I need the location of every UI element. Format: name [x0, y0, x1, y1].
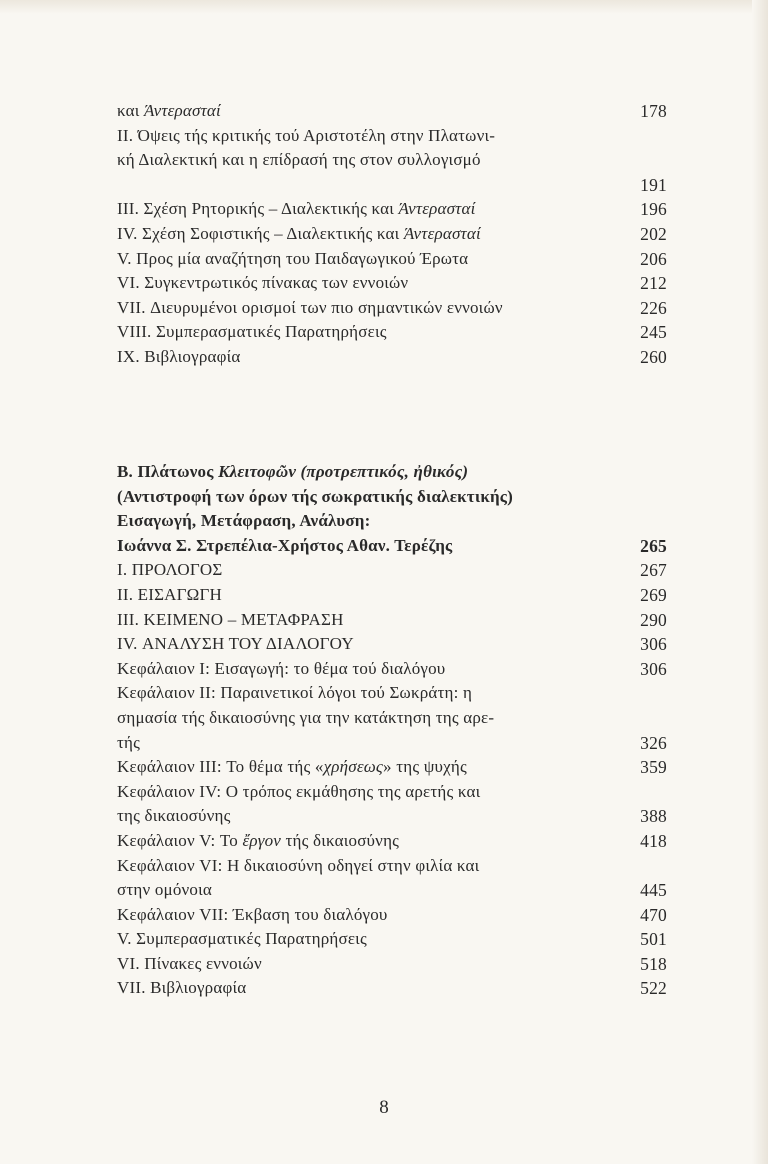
toc-entry	[117, 976, 667, 1001]
toc-entry-title	[117, 927, 367, 952]
toc-entry-title	[117, 99, 221, 124]
toc-entry-title	[117, 558, 222, 583]
toc-entry-title	[117, 222, 481, 247]
toc-entry-page: 196	[640, 199, 667, 220]
toc-entry	[117, 558, 667, 583]
page-shadow-top	[0, 0, 768, 14]
toc-entry-title-part: Ιωάννα Σ. Στρεπέλια-Χρήστος Αθαν. Τερέζης	[117, 535, 453, 555]
toc-entry-title	[117, 534, 452, 559]
toc-entry-page: 518	[640, 953, 667, 974]
toc-heading-line	[117, 534, 667, 559]
toc-entry-title-part: III. ΚΕΙΜΕΝΟ – ΜΕΤΑΦΡΑΣΗ	[117, 609, 344, 629]
toc-entry	[117, 271, 667, 296]
toc-entry-title-part: Κεφάλαιον V: Το	[117, 830, 243, 850]
toc-entry-title-part: στην ομόνοια	[117, 880, 213, 900]
toc-entry-title	[117, 124, 495, 149]
toc-entry-page: 306	[640, 634, 667, 655]
toc-entry-page: 245	[640, 322, 667, 343]
toc-entry-page: 470	[640, 904, 667, 925]
toc-entry-title-part: χρήσεως	[323, 757, 384, 777]
toc-entry-page: 306	[640, 658, 667, 679]
toc-entry-title-part: Κεφάλαιον II: Παραινετικοί λόγοι τού Σωκράτη: η	[117, 683, 473, 703]
toc-entry	[117, 124, 667, 149]
toc-entry-page: 191	[640, 174, 667, 195]
toc-section-b	[117, 460, 667, 1001]
toc-entry-title-part: IV. Σχέση Σοφιστικής – Διαλεκτικής και	[117, 223, 404, 243]
toc-entry-title-part: και	[117, 101, 144, 120]
page-shadow-edge	[752, 0, 768, 1164]
toc-entry-title-part: Κεφάλαιον VII: Έκβαση του διαλόγου	[117, 904, 388, 924]
toc-entry-title	[117, 755, 467, 780]
toc-entry	[117, 706, 667, 731]
toc-entry-title	[117, 247, 468, 272]
toc-entry-title	[117, 173, 121, 198]
toc-entry	[117, 854, 667, 879]
toc-entry-title-part: III. Σχέση Ρητορικής – Διαλεκτικής και	[117, 199, 399, 219]
toc-entry-page: 202	[640, 223, 667, 244]
toc-entry-title-part: Κεφάλαιον I: Εισαγωγή: το θέμα τού διαλόγου	[117, 658, 446, 678]
toc-entry-title	[117, 583, 222, 608]
toc-entry	[117, 878, 667, 903]
toc-entry-title	[117, 681, 472, 706]
toc-entry-title	[117, 345, 241, 370]
toc-entry-title-part: VII. Βιβλιογραφία	[117, 978, 247, 998]
toc-entry-title-part: Άντερασταί	[398, 199, 476, 219]
toc-entry-title-part: IV. ΑΝΑΛΥΣΗ ΤΟΥ ΔΙΑΛΟΓΟΥ	[117, 634, 354, 654]
toc-entry	[117, 148, 667, 173]
toc-entry-page: 265	[640, 535, 667, 556]
toc-entry-title-part: ἔργον	[242, 830, 282, 850]
toc-entry	[117, 755, 667, 780]
toc-entry	[117, 952, 667, 977]
toc-entry	[117, 99, 667, 124]
toc-entry	[117, 197, 667, 222]
toc-entry-title	[117, 878, 212, 903]
toc-entry-page: 359	[640, 757, 667, 778]
toc-entry	[117, 222, 667, 247]
toc-entry-page: 522	[640, 978, 667, 999]
toc-entry-page: 388	[640, 806, 667, 827]
toc-entry-title-part: II. Όψεις τής κριτικής τού Αριστοτέλη στην Πλατωνι-	[117, 125, 496, 145]
toc-entry	[117, 632, 667, 657]
toc-entry	[117, 608, 667, 633]
toc-entry-title-part: (Αντιστροφή των όρων τής σωκρατικής διαλεκτικής)	[117, 486, 514, 506]
toc-entry-title-part: κή Διαλεκτική και η επίδρασή της στον συλλογισμό	[117, 150, 481, 170]
toc-entry-title-part: IX. Βιβλιογραφία	[117, 346, 241, 366]
toc-entry	[117, 731, 667, 756]
toc-entry-title	[117, 197, 476, 222]
toc-entry	[117, 657, 667, 682]
toc-entry	[117, 345, 667, 370]
toc-entry	[117, 780, 667, 805]
toc-entry	[117, 320, 667, 345]
toc-heading-line	[117, 460, 667, 485]
toc-entry	[117, 247, 667, 272]
toc-entry-title-part: Β. Πλάτωνος	[117, 462, 219, 481]
toc-entry-title-part: Κεφάλαιον VI: Η δικαιοσύνη οδηγεί στην φιλία και	[117, 855, 480, 875]
page-number: 8	[379, 1097, 389, 1118]
toc-entry-title-part: V. Συμπερασματικές Παρατηρήσεις	[117, 929, 367, 949]
toc-entry-title-part: VII. Διευρυμένοι ορισμοί των πιο σημαντικών εννοιών	[117, 297, 503, 317]
toc-entry-title	[117, 320, 387, 345]
toc-entry-title-part: VI. Πίνακες εννοιών	[117, 953, 262, 973]
toc-entry-title-part: Κλειτοφῶν (προτρεπτικός, ἠθικός)	[218, 462, 469, 481]
toc-heading-line	[117, 509, 667, 534]
toc-entry-page: 445	[640, 880, 667, 901]
toc-entry-page: 226	[640, 297, 667, 318]
toc-entry-title	[117, 608, 344, 633]
toc-entry-title-part: » της ψυχής	[383, 757, 467, 777]
toc-entry-title-part: I. ΠΡΟΛΟΓΟΣ	[117, 560, 223, 580]
toc-entry-page: 260	[640, 346, 667, 367]
toc-entry-title	[117, 731, 140, 756]
toc-entry-title	[117, 952, 262, 977]
toc-entry-title-part: Άντερασταί	[143, 101, 221, 120]
toc-entry	[117, 927, 667, 952]
toc-entry	[117, 173, 667, 198]
toc-entry-title-part: V. Προς μία αναζήτηση του Παιδαγωγικού Έρωτα	[117, 248, 469, 268]
toc-entry	[117, 583, 667, 608]
toc-entry-title-part: σημασία τής δικαιοσύνης για την κατάκτηση της αρε-	[117, 707, 495, 727]
toc-entry-title	[117, 460, 468, 485]
toc-entry-title	[117, 854, 479, 879]
toc-entry-page: 267	[640, 560, 667, 581]
toc-entry-title-part: Κεφάλαιον III: Το θέμα τής «	[117, 757, 324, 777]
toc-entry-title-part: Άντερασταί	[403, 223, 481, 243]
toc-entry-page: 290	[640, 609, 667, 630]
toc-entry-title-part: Εισαγωγή, Μετάφραση, Ανάλυση:	[117, 511, 371, 531]
toc-section-a	[117, 99, 667, 370]
toc-entry-title	[117, 632, 354, 657]
toc-entry-title	[117, 976, 246, 1001]
toc-entry-title	[117, 296, 503, 321]
toc-entry	[117, 829, 667, 854]
toc-entry-title	[117, 509, 371, 534]
toc-entry-title	[117, 485, 513, 510]
toc-entry-title	[117, 903, 388, 928]
toc-entry-title-part: VI. Συγκεντρωτικός πίνακας των εννοιών	[117, 273, 409, 293]
toc-entry-page: 212	[640, 273, 667, 294]
toc-entry-title-part: τής δικαιοσύνης	[281, 830, 400, 850]
toc-heading-line	[117, 485, 667, 510]
toc-entry-title	[117, 706, 494, 731]
toc-entry-page: 178	[640, 101, 667, 121]
toc-entry-title	[117, 804, 231, 829]
toc-entry	[117, 903, 667, 928]
toc-entry-title	[117, 148, 481, 173]
toc-entry-page: 418	[640, 830, 667, 851]
toc-entry-title-part: VIII. Συμπερασματικές Παρατηρήσεις	[117, 322, 387, 342]
toc-entry-page: 501	[640, 929, 667, 950]
toc-entry-title	[117, 271, 408, 296]
toc-entry-title-part: II. ΕΙΣΑΓΩΓΗ	[117, 584, 223, 604]
toc-entry	[117, 296, 667, 321]
toc-entry-page: 269	[640, 584, 667, 605]
toc-entry	[117, 681, 667, 706]
toc-entry-page: 326	[640, 732, 667, 753]
toc-entry-title-part: τής	[117, 732, 141, 752]
toc-entry-page: 206	[640, 248, 667, 269]
toc-entry-title	[117, 829, 399, 854]
toc-entry-title-part: της δικαιοσύνης	[117, 806, 231, 826]
toc-entry	[117, 804, 667, 829]
toc-entry-title	[117, 780, 480, 805]
toc-entry-title-part: Κεφάλαιον IV: Ο τρόπος εκμάθησης της αρετής και	[117, 781, 481, 801]
toc-entry-title	[117, 657, 445, 682]
